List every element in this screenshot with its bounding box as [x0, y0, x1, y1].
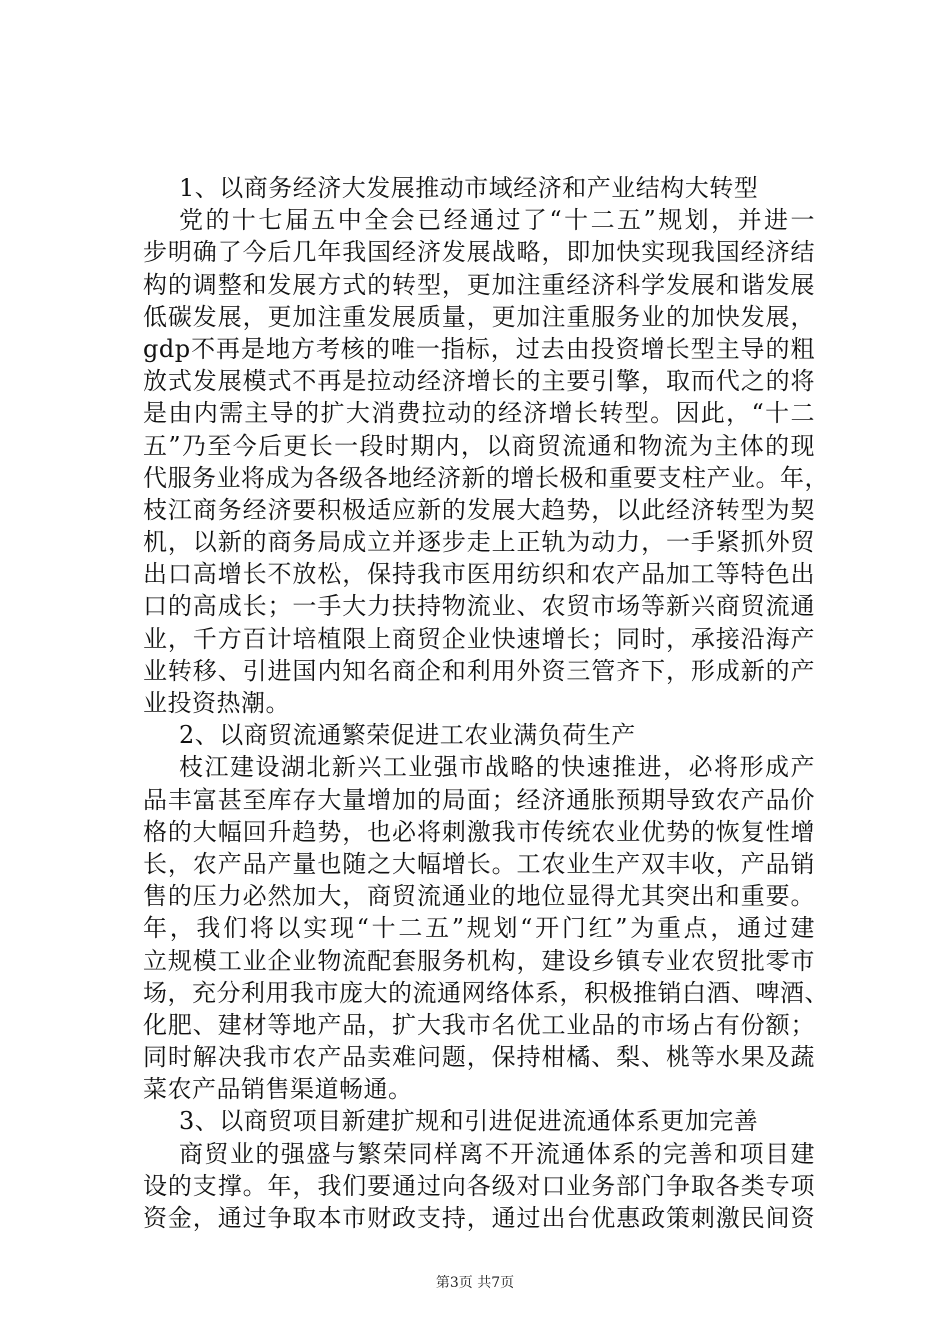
text-line: 立规模工业企业物流配套服务机构，建设乡镇专业农贸批零市	[143, 946, 815, 975]
page-number-label: 第3页 共7页	[435, 1275, 515, 1291]
text-line: 五”乃至今后更长一段时期内，以商贸流通和物流为主体的现	[143, 431, 815, 460]
text-line: 年，我们将以实现“十二五”规划“开门红”为重点，通过建	[143, 914, 815, 943]
text-line: 设的支撑。年，我们要通过向各级对口业务部门争取各类专项	[143, 1171, 815, 1200]
text-line: 3、以商贸项目新建扩规和引进促进流通体系更加完善	[179, 1107, 759, 1136]
text-line: 步明确了今后几年我国经济发展战略，即加快实现我国经济结	[143, 238, 815, 267]
text-line: 枝江商务经济要积极适应新的发展大趋势，以此经济转型为契	[143, 495, 815, 524]
text-line: 菜农产品销售渠道畅通。	[143, 1075, 413, 1104]
text-line: 场，充分利用我市庞大的流通网络体系，积极推销白酒、啤酒、	[143, 978, 829, 1007]
text-line: 构的调整和发展方式的转型，更加注重经济科学发展和谐发展	[143, 270, 815, 299]
text-line: 长，农产品产量也随之大幅增长。工农业生产双丰收，产品销	[143, 849, 815, 878]
text-line: 化肥、建材等地产品，扩大我市名优工业品的市场占有份额；	[143, 1010, 815, 1039]
text-line: 党的十七届五中全会已经通过了“十二五”规划，并进一	[179, 206, 815, 235]
text-line: gdp不再是地方考核的唯一指标，过去由投资增长型主导的粗	[143, 334, 815, 363]
text-line: 品丰富甚至库存大量增加的局面；经济通胀预期导致农产品价	[143, 785, 815, 814]
text-line: 格的大幅回升趋势，也必将刺激我市传统农业优势的恢复性增	[143, 817, 815, 846]
text-line: 业，千方百计培植限上商贸企业快速增长；同时，承接沿海产	[143, 624, 815, 653]
text-line: 商贸业的强盛与繁荣同样离不开流通体系的完善和项目建	[179, 1139, 815, 1168]
page-footer	[0, 1273, 950, 1293]
text-line: 2、以商贸流通繁荣促进工农业满负荷生产	[179, 721, 636, 750]
text-line: 同时解决我市农产品卖难问题，保持柑橘、梨、桃等水果及蔬	[143, 1043, 815, 1072]
text-line: 枝江建设湖北新兴工业强市战略的快速推进，必将形成产	[179, 753, 815, 782]
text-line: 资金，通过争取本市财政支持，通过出台优惠政策刺激民间资	[143, 1204, 815, 1232]
text-line: 出口高增长不放松，保持我市医用纺织和农产品加工等特色出	[143, 560, 815, 589]
text-line: 机，以新的商务局成立并逐步走上正轨为动力，一手紧抓外贸	[143, 528, 815, 557]
document-body	[143, 172, 829, 1234]
text-line: 是由内需主导的扩大消费拉动的经济增长转型。因此，“十二	[143, 399, 815, 428]
text-line: 低碳发展，更加注重发展质量，更加注重服务业的加快发展，	[143, 302, 815, 331]
text-line: 1、以商务经济大发展推动市域经济和产业结构大转型	[179, 174, 759, 202]
text-line: 代服务业将成为各级各地经济新的增长极和重要支柱产业。年，	[143, 463, 829, 492]
text-line: 业转移、引进国内知名商企和利用外资三管齐下，形成新的产	[143, 656, 815, 685]
text-line: 口的高成长；一手大力扶持物流业、农贸市场等新兴商贸流通	[143, 592, 815, 621]
text-line: 放式发展模式不再是拉动经济增长的主要引擎，取而代之的将	[143, 367, 815, 396]
text-line: 业投资热潮。	[143, 689, 290, 717]
text-line: 售的压力必然加大，商贸流通业的地位显得尤其突出和重要。	[143, 882, 815, 911]
